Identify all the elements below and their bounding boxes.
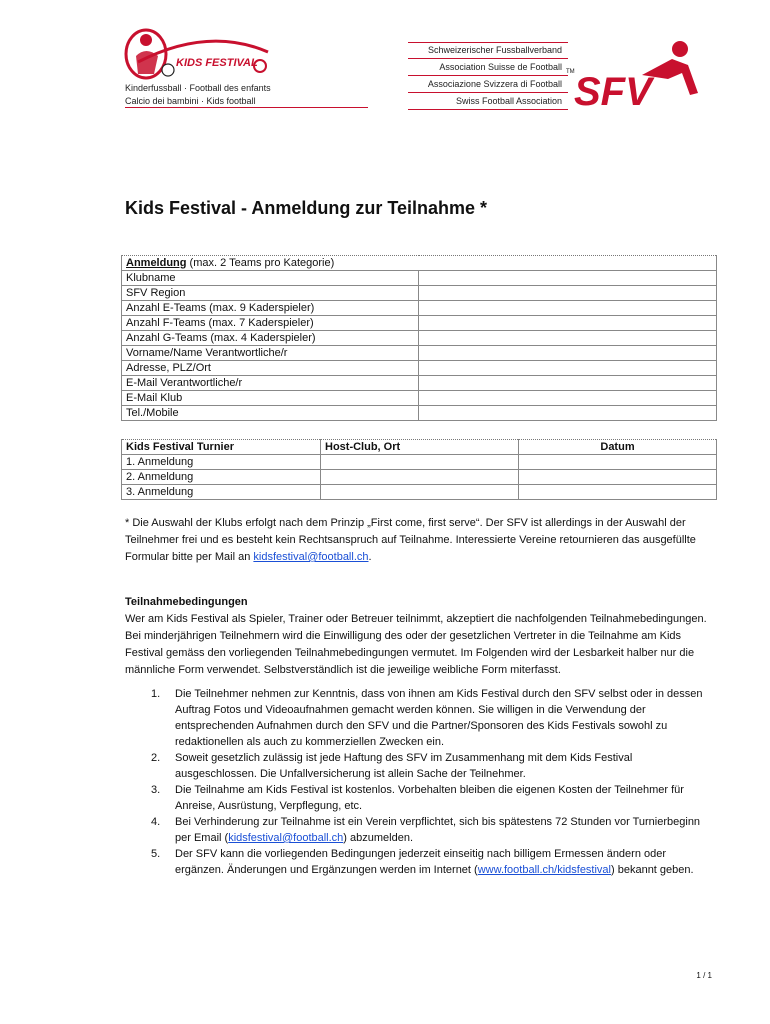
item-text-post: ) abzumelden. [343,832,414,844]
field-label: Anzahl G-Teams (max. 4 Kaderspieler) [122,331,419,346]
table-row [122,376,717,391]
sfv-name-fr: Association Suisse de Football [439,62,562,72]
item-text-post: ) bekannt geben. [611,864,694,876]
field-label: E-Mail Verantwortliche/r [122,376,419,391]
datum-cell[interactable] [519,455,717,470]
registration-heading [122,256,717,271]
list-item [125,814,715,846]
kids-logo-text: KIDS FESTIVAL [176,57,258,69]
selection-note [125,515,715,566]
email-link[interactable]: kidsfestival@football.ch [253,551,369,563]
field-value-f-teams[interactable] [419,316,717,331]
field-value-e-teams[interactable] [419,301,717,316]
column-header-datum: Datum [519,440,717,455]
sfv-rule-1 [408,42,568,43]
table-row [122,271,717,286]
table-row [122,391,717,406]
item-number: 5. [151,848,161,860]
field-value-tel[interactable] [419,406,717,421]
note-text: * Die Auswahl der Klubs erfolgt nach dem Prinzip „First come, first serve“. Der SFV ist allerdings in der Auswahl der Teilnehmer frei und es besteht kein Rechtsanspruch auf Teilnahme. Interessierte Vereine retournieren das ausgefüllte Formular bitte per Mail an [125,517,696,563]
datum-cell[interactable] [519,485,717,500]
sfv-rule-3 [408,75,568,76]
field-value-adresse[interactable] [419,361,717,376]
tournament-table [121,439,717,500]
field-value-klubname[interactable] [419,271,717,286]
page-number: 1 / 1 [696,971,712,980]
conditions-intro: Wer am Kids Festival als Spieler, Trainer oder Betreuer teilnimmt, akzeptiert die nachfolgenden Teilnahmebedingungen. Bei minderjährigen Teilnehmern wird die Einwilligung des oder der gesetzlichen Vertreter in die Teilnahme am Kids Festival gemäss den vorliegenden Teilnahmebedingungen vermutet. Im Folgenden wird der Lesbarkeit halber nur die männliche Form verwendet. Selbstverständlich ist die jeweilige weibliche Form miterfasst. [125,613,707,676]
field-value-email-klub[interactable] [419,391,717,406]
item-text: Die Teilnehmer nehmen zur Kenntnis, dass von ihnen am Kids Festival durch den SFV selbst oder in dessen Auftrag Fotos und Videoaufnahmen gemacht werden können. Sie willigen in die Verwendung der entsprechenden Aufnahmen durch den SFV und die Partner/Sponsoren des Kids Festivals sowohl zu redaktionellen als auch zu kommerziellen Zwecken ein. [175,688,703,748]
kids-tagline-1: Kinderfussball · Football des enfants [125,83,271,93]
field-value-name[interactable] [419,346,717,361]
item-number: 4. [151,816,161,828]
trademark: TM [566,69,575,75]
conditions-heading: Teilnahmebedingungen [125,596,248,608]
conditions-list [125,686,715,878]
table-row [122,331,717,346]
registration-header-row [122,256,717,271]
field-label: Klubname [122,271,419,286]
host-club-cell[interactable] [321,470,519,485]
sfv-logo [572,35,702,110]
host-club-cell[interactable] [321,485,519,500]
sfv-name-en: Swiss Football Association [455,96,562,106]
item-text-pre: Bei Verhinderung zur Teilnahme ist ein Verein verpflichtet, sich bis spätestens 72 Stunden vor Turnierbeginn per Email ( [175,816,701,844]
table-row [122,406,717,421]
email-link[interactable]: kidsfestival@football.ch [228,832,344,844]
tournament-header-row [122,440,717,455]
sfv-rule-4 [408,92,568,93]
list-item [125,686,715,750]
table-row [122,316,717,331]
item-number: 2. [151,752,161,764]
field-label: Adresse, PLZ/Ort [122,361,419,376]
host-club-cell[interactable] [321,455,519,470]
field-label: SFV Region [122,286,419,301]
item-text: Die Teilnahme am Kids Festival ist kostenlos. Vorbehalten bleiben die eigenen Kosten der Teilnehmer für Anreise, Ausrüstung, Verpflegung, etc. [175,784,684,812]
table-row [122,301,717,316]
datum-cell[interactable] [519,470,717,485]
field-label: Vorname/Name Verantwortliche/r [122,346,419,361]
registration-heading-rest: (max. 2 Teams pro Kategorie) [186,257,335,269]
field-value-g-teams[interactable] [419,331,717,346]
table-row [122,455,717,470]
column-header-turnier: Kids Festival Turnier [122,440,321,455]
sfv-rule-5 [408,109,568,110]
page-title: Kids Festival - Anmeldung zur Teilnahme * [125,198,488,218]
sfv-name-de: Schweizerischer Fussballverband [427,45,562,55]
item-number: 1. [151,688,161,700]
item-text-pre: Der SFV kann die vorliegenden Bedingungen jederzeit einseitig nach billigem Ermessen ändern oder ergänzen. Änderungen und Ergänzungen werden im Internet ( [175,848,667,876]
field-value-email-verantwortlich[interactable] [419,376,717,391]
item-number: 3. [151,784,161,796]
list-item [125,846,715,878]
table-row [122,361,717,376]
table-row [122,485,717,500]
list-item [125,750,715,782]
sfv-rule-2 [408,58,568,59]
table-row [122,470,717,485]
note-end: . [368,551,372,563]
registration-heading-bold: Anmeldung [126,257,187,269]
sfv-name-it: Associazione Svizzera di Football [427,79,562,89]
field-label: Anzahl E-Teams (max. 9 Kaderspieler) [122,301,419,316]
field-label: Tel./Mobile [122,406,419,421]
field-value-sfv-region[interactable] [419,286,717,301]
field-label: E-Mail Klub [122,391,419,406]
row-label: 1. Anmeldung [122,455,321,470]
left-header-rule [125,107,368,108]
table-row [122,286,717,301]
field-label: Anzahl F-Teams (max. 7 Kaderspieler) [122,316,419,331]
list-item [125,782,715,814]
column-header-host-club: Host-Club, Ort [321,440,519,455]
kids-tagline-2: Calcio dei bambini · Kids football [125,96,256,106]
item-text: Soweit gesetzlich zulässig ist jede Haftung des SFV im Zusammenhang mit dem Kids Festival ausgeschlossen. Die Unfallversicherung ist allein Sache der Teilnehmer. [175,752,633,780]
registration-table [121,255,717,421]
row-label: 3. Anmeldung [122,485,321,500]
sfv-logo-text: SFV [574,70,652,110]
row-label: 2. Anmeldung [122,470,321,485]
table-row [122,346,717,361]
kids-festival-logo [118,26,278,82]
website-link[interactable]: www.football.ch/kidsfestival [477,864,611,876]
